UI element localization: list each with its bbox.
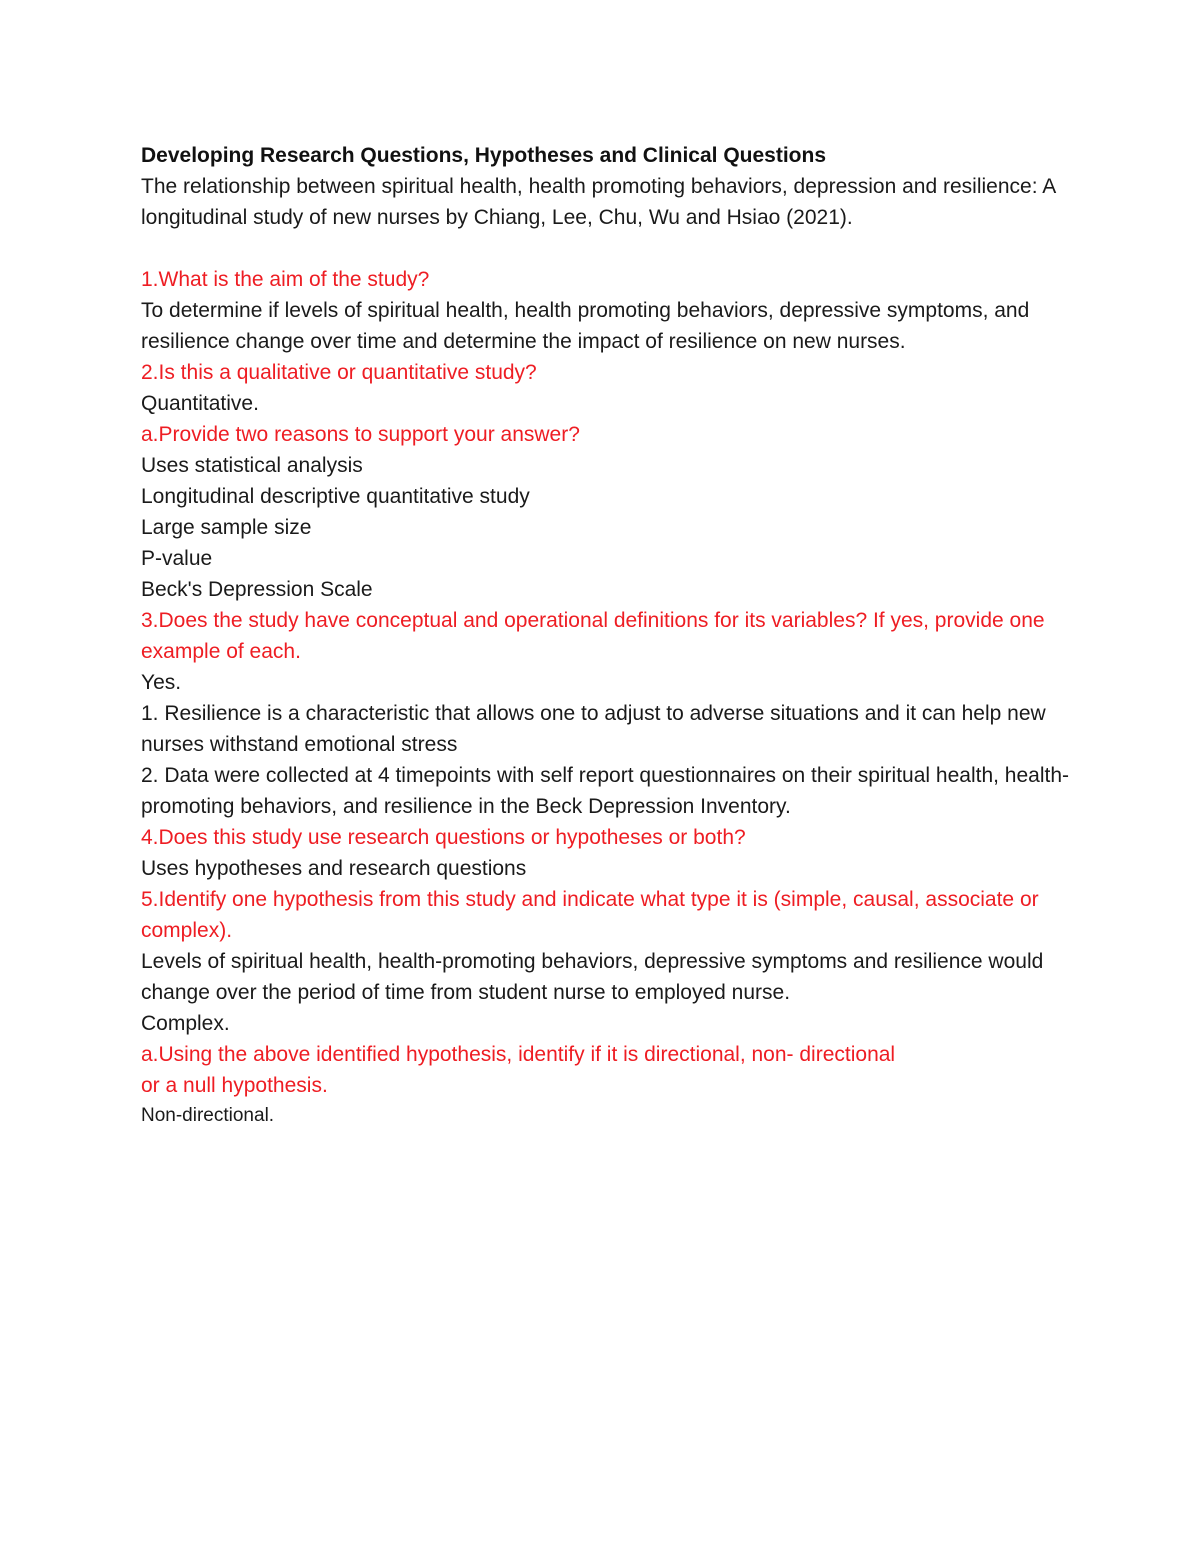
- answer-5-type: Complex.: [141, 1012, 230, 1035]
- answer-3-conceptual: 1. Resilience is a characteristic that allows one to adjust to adverse situations and it can help new nurses withstand emotional stress: [141, 702, 1052, 756]
- answer-5a: Non-directional.: [141, 1105, 275, 1126]
- answer-3-operational: 2. Data were collected at 4 timepoints with self report questionnaires on their spiritual health, health-promoting behaviors, and resilience in the Beck Depression Inventory.: [141, 764, 1069, 818]
- question-5: 5.Identify one hypothesis from this study and indicate what type it is (simple, causal, associate or complex).: [141, 888, 1045, 942]
- question-5a-line-2: or a null hypothesis.: [141, 1074, 328, 1097]
- reason-item: Large sample size: [141, 516, 312, 539]
- reason-item: Longitudinal descriptive quantitative study: [141, 485, 530, 508]
- reason-item: Uses statistical analysis: [141, 454, 363, 477]
- citation-text: The relationship between spiritual health, health promoting behaviors, depression and resilience: A longitudinal study of new nurses by Chiang, Lee, Chu, Wu and Hsiao (2021).: [141, 175, 1061, 229]
- reason-item: P-value: [141, 547, 213, 570]
- question-3: 3.Does the study have conceptual and operational definitions for its variables? If yes, provide one example of each.: [141, 609, 1051, 663]
- answer-5: Levels of spiritual health, health-promoting behaviors, depressive symptoms and resilience would change over the period of time from student nurse to employed nurse.: [141, 950, 1050, 1004]
- reason-item: Beck's Depression Scale: [141, 578, 373, 601]
- question-2a: a.Provide two reasons to support your answer?: [141, 423, 580, 446]
- document-title: Developing Research Questions, Hypotheses and Clinical Questions: [141, 144, 827, 167]
- document-page: [141, 140, 1071, 1131]
- answer-2: Quantitative.: [141, 392, 259, 415]
- question-2: 2.Is this a qualitative or quantitative study?: [141, 361, 537, 384]
- question-5a-line-1: a.Using the above identified hypothesis, identify if it is directional, non- directional: [141, 1043, 896, 1066]
- answer-3: Yes.: [141, 671, 182, 694]
- question-1: 1.What is the aim of the study?: [141, 268, 430, 291]
- question-4: 4.Does this study use research questions or hypotheses or both?: [141, 826, 746, 849]
- blank-line: [141, 233, 1071, 264]
- answer-4: Uses hypotheses and research questions: [141, 857, 527, 880]
- answer-1: To determine if levels of spiritual health, health promoting behaviors, depressive symptoms, and resilience change over time and determine the impact of resilience on new nurses.: [141, 299, 1036, 353]
